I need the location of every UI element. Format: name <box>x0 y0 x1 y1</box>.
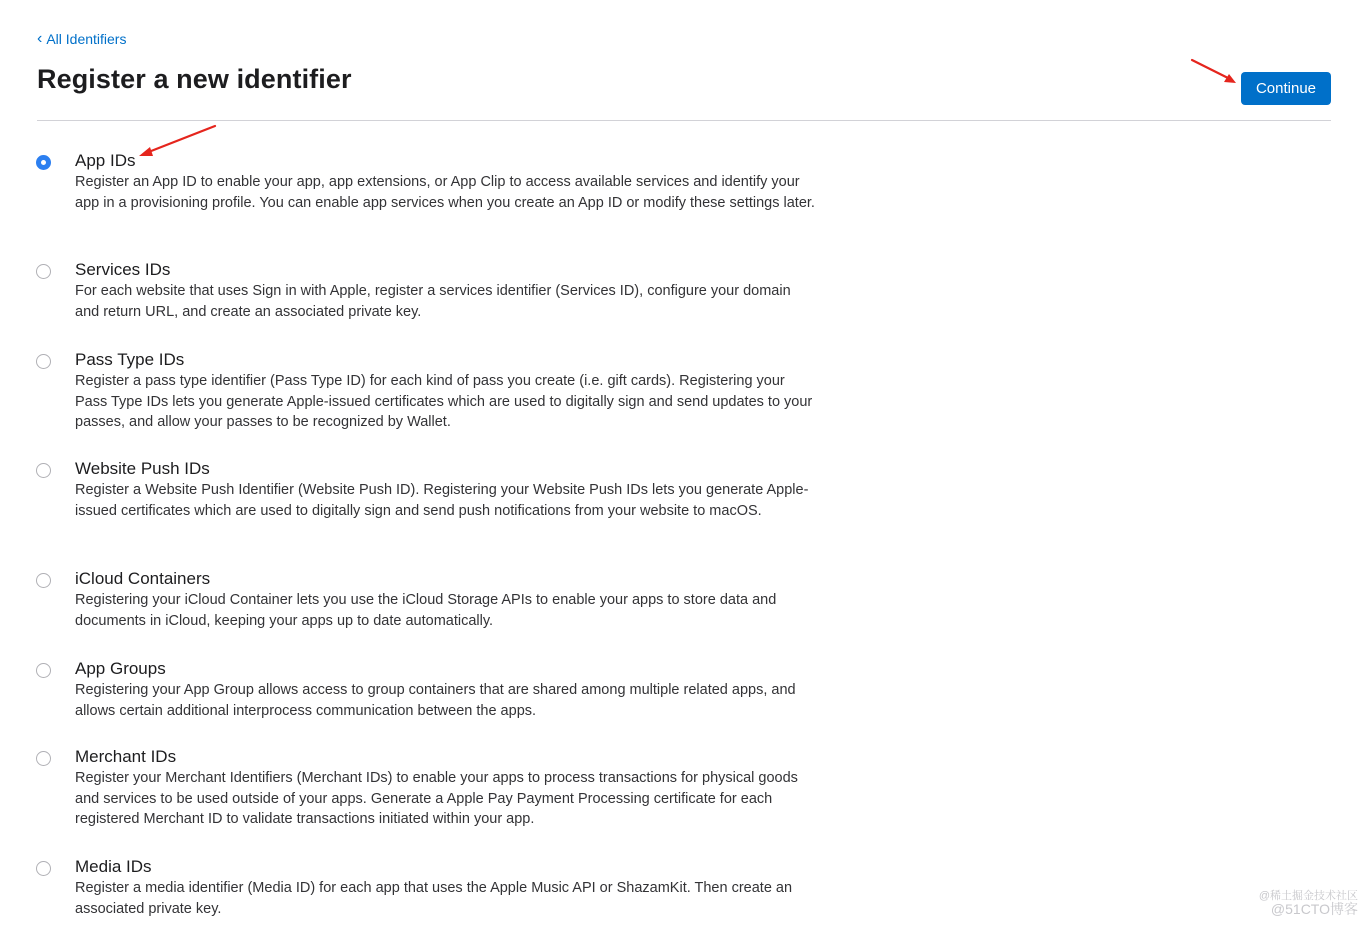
option-description: Registering your App Group allows access to group containers that are shared among multiple related apps, and allows certain additional interprocess communication between the apps. <box>75 682 796 719</box>
option-description: Register your Merchant Identifiers (Merchant IDs) to enable your apps to process transactions for physical goods and services to be used outside of your apps. Generate a Apple Pay Payment Processing certificate for each registered Merchant ID to validate transactions initiated within your app. <box>75 770 798 827</box>
radio-media-ids[interactable] <box>36 861 51 876</box>
option-title[interactable]: Merchant IDs <box>75 747 177 766</box>
continue-button[interactable]: Continue <box>1241 72 1331 105</box>
radio-app-groups[interactable] <box>36 663 51 678</box>
annotation-arrow-icon <box>134 122 220 162</box>
watermark <box>1259 890 1358 917</box>
option-description: For each website that uses Sign in with Apple, register a services identifier (Services ID), configure your domain and return URL, and create an associated private key. <box>75 283 791 320</box>
radio-website-push-ids[interactable] <box>36 463 51 478</box>
option-title[interactable]: Pass Type IDs <box>75 350 185 369</box>
page-title: Register a new identifier <box>37 64 352 94</box>
header-divider <box>37 120 1331 121</box>
annotation-arrow-icon <box>1188 56 1240 88</box>
radio-services-ids[interactable] <box>36 264 51 279</box>
option-description: Register a Website Push Identifier (Website Push ID). Registering your Website Push IDs lets you generate Apple-issued certificates which are used to digitally sign and send push notifications from your website to macOS. <box>75 482 809 519</box>
option-title[interactable]: Services IDs <box>75 260 171 279</box>
back-link-label: All Identifiers <box>46 31 127 47</box>
radio-merchant-ids[interactable] <box>36 751 51 766</box>
watermark-line: @51CTO博客 <box>1270 901 1358 917</box>
option-description: Register an App ID to enable your app, app extensions, or App Clip to access available services and identify your app in a provisioning profile. You can enable app services when you create an App ID or modify these settings later. <box>75 174 815 211</box>
option-description: Register a media identifier (Media ID) for each app that uses the Apple Music API or ShazamKit. Then create an associated private key. <box>75 880 793 917</box>
option-description: Register a pass type identifier (Pass Type ID) for each kind of pass you create (i.e. gift cards). Registering your Pass Type IDs lets you generate Apple-issued certificates which are used to digitally sign and send updates to your passes, and allow your passes to be recognized by Wallet. <box>75 373 813 430</box>
chevron-left-icon: ‹ <box>37 30 43 47</box>
option-title[interactable]: Media IDs <box>75 857 152 876</box>
radio-app-ids[interactable] <box>36 155 51 170</box>
option-title[interactable]: iCloud Containers <box>75 569 211 588</box>
watermark-line: @稀土掘金技术社区 <box>1258 890 1358 902</box>
option-description: Registering your iCloud Container lets you use the iCloud Storage APIs to enable your apps to store data and documents in iCloud, keeping your apps up to date automatically. <box>75 592 777 629</box>
radio-icloud-containers[interactable] <box>36 573 51 588</box>
back-to-all-identifiers-link[interactable] <box>37 31 126 47</box>
option-title[interactable]: App Groups <box>75 659 166 678</box>
radio-pass-type-ids[interactable] <box>36 354 51 369</box>
option-title[interactable]: App IDs <box>75 151 136 170</box>
option-title[interactable]: Website Push IDs <box>75 459 210 478</box>
